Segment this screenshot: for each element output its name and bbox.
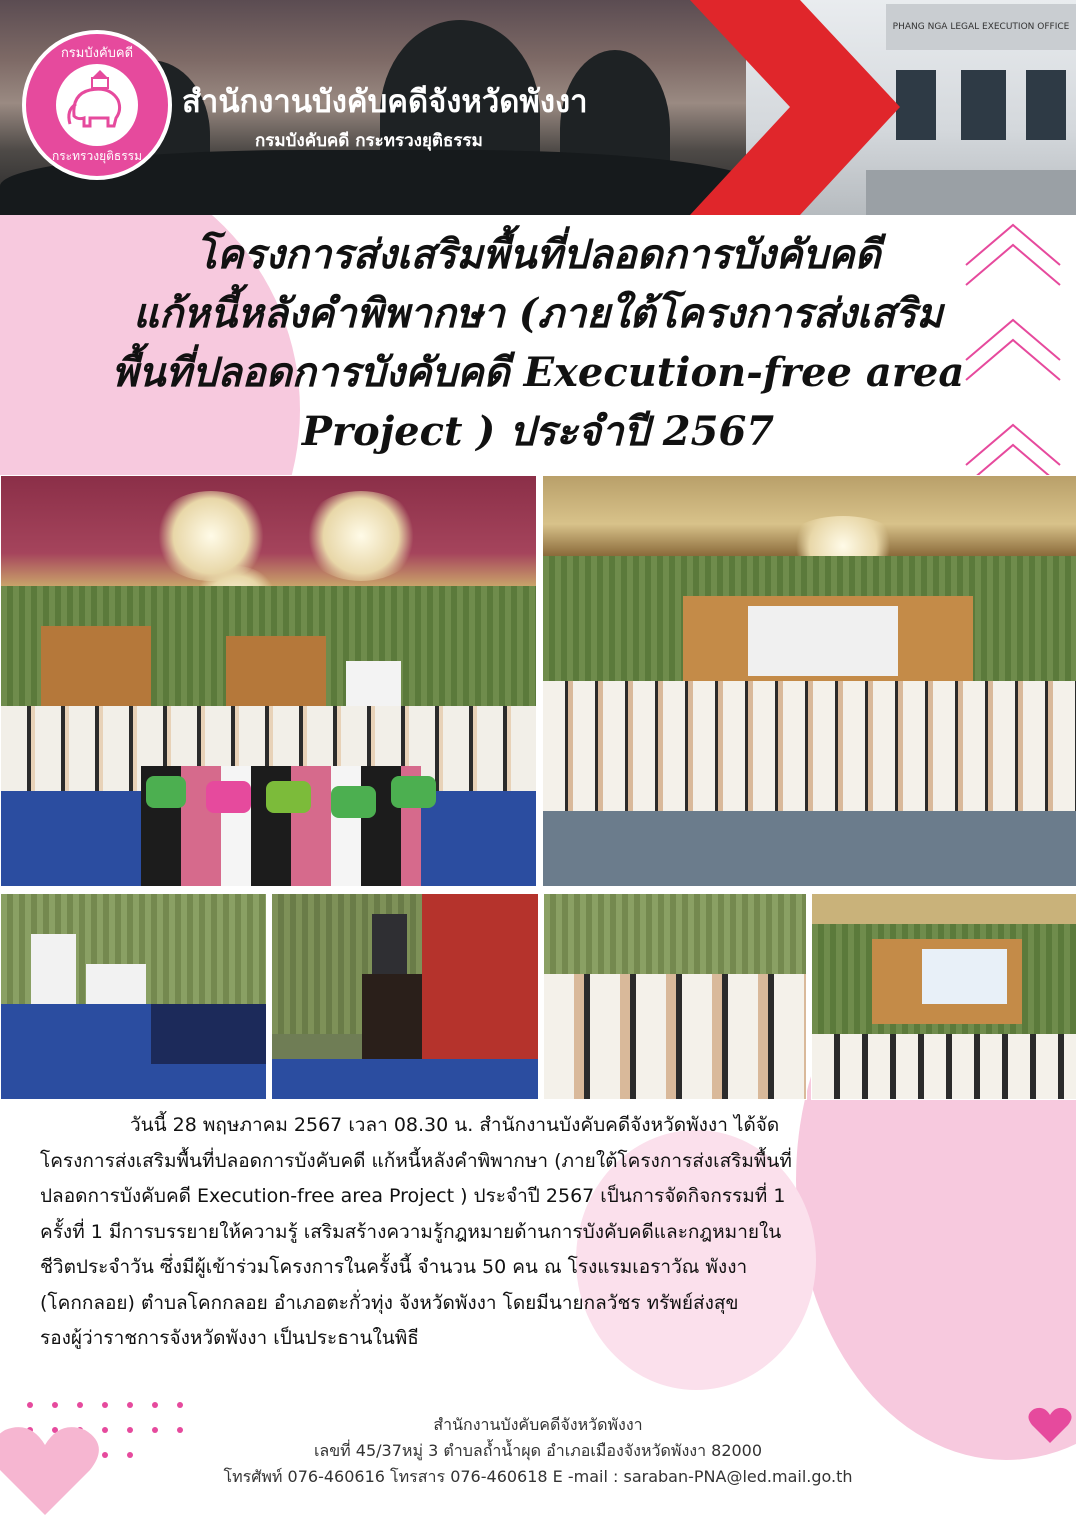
project-headline: [40, 225, 1036, 461]
event-photo-group-picture: [542, 475, 1076, 887]
paragraph-line-text: วันนี้ 28 พฤษภาคม 2567 เวลา 08.30 น. สำนักงานบังคับคดีจังหวัดพังงา ได้จัด: [130, 1114, 780, 1136]
event-photo-speaker-podium: [271, 893, 539, 1100]
event-photo-participants-holding-signs: [0, 475, 537, 887]
building-window: [1026, 70, 1066, 140]
event-photo-audience-question: [543, 893, 807, 1100]
headline-line: โครงการส่งเสริมพื้นที่ปลอดการบังคับคดี: [195, 231, 881, 278]
department-logo: [22, 30, 172, 180]
logo-bottom-text: กระทรวงยุติธรรม: [51, 149, 143, 163]
heart-icon: [0, 1420, 100, 1520]
paragraph-line: ปลอดการบังคับคดี Execution-free area Project ) ประจำปี 2567 เป็นการจัดกิจกรรมที่ 1: [40, 1185, 786, 1207]
building-window: [961, 70, 1006, 140]
footer-contact-line: โทรศัพท์ 076-460616 โทรสาร 076-460618 E -mail : saraban-PNA@led.mail.go.th: [223, 1467, 853, 1486]
logo-top-text: กรมบังคับคดี: [60, 46, 134, 61]
paragraph-line: ชีวิตประจำวัน ซึ่งมีผู้เข้าร่วมโครงการในครั้งนี้ จำนวน 50 คน ณ โรงแรมเอราวัณ พังงา: [40, 1256, 748, 1278]
event-photo-lecture-presentation: [811, 893, 1076, 1100]
red-chevron-shape: [690, 0, 930, 215]
building-sign: PHANG NGA LEGAL EXECUTION OFFICE: [886, 4, 1076, 50]
headline-line: แก้หนี้หลังคำพิพากษา (ภายใต้โครงการส่งเสริม: [133, 290, 943, 337]
paragraph-line: [40, 1108, 1040, 1144]
event-photo-registration: [0, 893, 267, 1100]
heart-icon: [1028, 1405, 1072, 1445]
headline-line: Project ) ประจำปี 2567: [301, 408, 775, 455]
paragraph-line: รองผู้ว่าราชการจังหวัดพังงา เป็นประธานในพิธี: [40, 1327, 419, 1349]
footer-office-name: สำนักงานบังคับคดีจังหวัดพังงา: [433, 1415, 643, 1434]
department-name: กรมบังคับคดี กระทรวงยุติธรรม: [255, 131, 483, 151]
elephant-emblem: [56, 64, 138, 146]
paragraph-line: ครั้งที่ 1 มีการบรรยายให้ความรู้ เสริมสร้างความรู้กฎหมายด้านการบังคับคดีและกฎหมายใน: [40, 1220, 782, 1243]
paragraph-line: (โคกกลอย) ตำบลโคกกลอย อำเภอตะกั่วทุ่ง จังหวัดพังงา โดยมีนายกลวัชร ทรัพย์ส่งสุข: [40, 1291, 739, 1314]
news-paragraph: [40, 1108, 1040, 1357]
elephant-icon: [56, 64, 138, 146]
header-banner: [0, 0, 1076, 215]
paragraph-line: โครงการส่งเสริมพื้นที่ปลอดการบังคับคดี แก้หนี้หลังคำพิพากษา (ภายใต้โครงการส่งเสริมพื้นที่: [40, 1149, 792, 1172]
headline-line: พื้นที่ปลอดการบังคับคดี Execution-free area: [111, 349, 965, 396]
footer-address: เลขที่ 45/37หมู่ 3 ตำบลถ้ำน้ำผุด อำเภอเมืองจังหวัดพังงา 82000: [313, 1441, 763, 1460]
office-name: สำนักงานบังคับคดีจังหวัดพังงา: [182, 84, 588, 120]
footer-contact: [200, 1412, 876, 1490]
